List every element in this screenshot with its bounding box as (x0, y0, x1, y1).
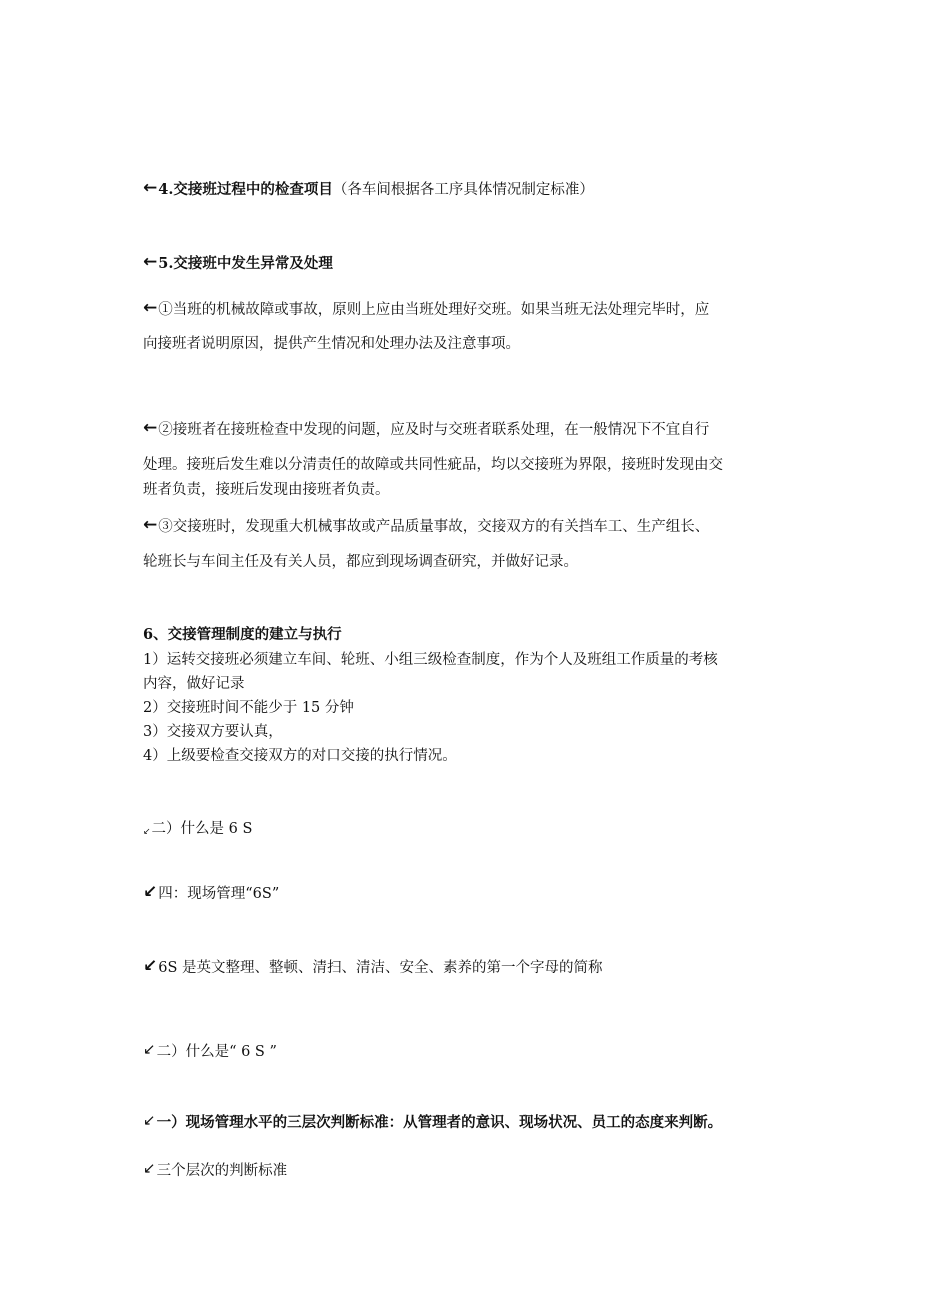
left-arrow-icon: ← (143, 298, 158, 318)
six-s-definition (143, 957, 603, 977)
question-what-is-6s-2 (143, 1040, 277, 1061)
six-s-definition-text: 6S 是英文整理、整顿、清扫、清洁、安全、素养的第一个字母的简称 (158, 960, 603, 976)
section-5-heading: 5.交接班中发生异常及处理 (158, 255, 333, 272)
section-6-item-4: 4）上级要检查交接双方的对口交接的执行情况。 (143, 748, 457, 764)
section-5-line (143, 252, 333, 273)
paragraph-1-line-1 (143, 298, 710, 319)
section-6-item-1-line-1: 1）运转交接班必须建立车间、轮班、小组三级检查制度，作为个人及班组工作质量的考核 (143, 652, 718, 668)
section-four-6s (143, 883, 279, 903)
section-6-item-2: 2）交接班时间不能少于 15 分钟 (143, 700, 354, 716)
paragraph-2-line-3: 班者负责，接班后发现由接班者负责。 (143, 482, 390, 498)
paragraph-3-line-1 (143, 515, 710, 536)
paragraph-2-line-2: 处理。接班后发生难以分清责任的故障或共同性疵品，均以交接班为界限，接班时发现由交 (143, 457, 723, 473)
question-text-2: 二）什么是“ 6 S ” (156, 1044, 277, 1060)
down-left-arrow-icon: ↙ (143, 1040, 156, 1058)
left-arrow-icon: ← (143, 515, 158, 535)
section-4-note: （各车间根据各工序具体情况制定标准） (332, 182, 594, 198)
down-left-arrow-icon: ↙ (143, 827, 151, 837)
question-text: 二）什么是 6 S (151, 821, 253, 837)
paragraph-3-text-1: ③交接班时，发现重大机械事故或产品质量事故，交接双方的有关挡车工、生产组长、 (158, 519, 710, 535)
section-6-heading: 6、交接管理制度的建立与执行 (143, 626, 342, 643)
paragraph-2-line-1 (143, 418, 710, 439)
three-level-standard-heading (143, 1111, 722, 1132)
down-left-arrow-icon: ↙ (143, 882, 158, 902)
left-arrow-icon: ← (143, 418, 158, 438)
down-left-arrow-icon: ↙ (143, 1111, 156, 1129)
section-6-item-1-line-2: 内容，做好记录 (143, 676, 245, 692)
down-left-arrow-icon: ↙ (143, 1159, 156, 1177)
three-level-standard-text: 一）现场管理水平的三层次判断标准：从管理者的意识、现场状况、员工的态度来判断。 (156, 1114, 723, 1131)
paragraph-1-line-2: 向接班者说明原因，提供产生情况和处理办法及注意事项。 (143, 336, 520, 352)
paragraph-2-text-1: ②接班者在接班检查中发现的问题，应及时与交班者联系处理，在一般情况下不宜自行 (158, 422, 710, 438)
left-arrow-icon: ← (143, 178, 158, 198)
section-4-heading: 4.交接班过程中的检查项目 (158, 181, 333, 198)
paragraph-1-text-1: ①当班的机械故障或事故，原则上应由当班处理好交班。如果当班无法处理完毕时，应 (158, 302, 710, 318)
question-what-is-6s-1 (143, 820, 252, 841)
three-level-criteria (143, 1159, 287, 1180)
left-arrow-icon: ← (143, 252, 158, 272)
section-4-line (143, 178, 594, 199)
down-left-arrow-icon: ↙ (143, 956, 158, 976)
section-6-item-3: 3）交接双方要认真， (143, 724, 283, 740)
section-four-text: 四：现场管理“6S” (158, 886, 280, 902)
paragraph-3-line-2: 轮班长与车间主任及有关人员，都应到现场调查研究，并做好记录。 (143, 554, 578, 570)
three-level-criteria-text: 三个层次的判断标准 (156, 1163, 288, 1179)
